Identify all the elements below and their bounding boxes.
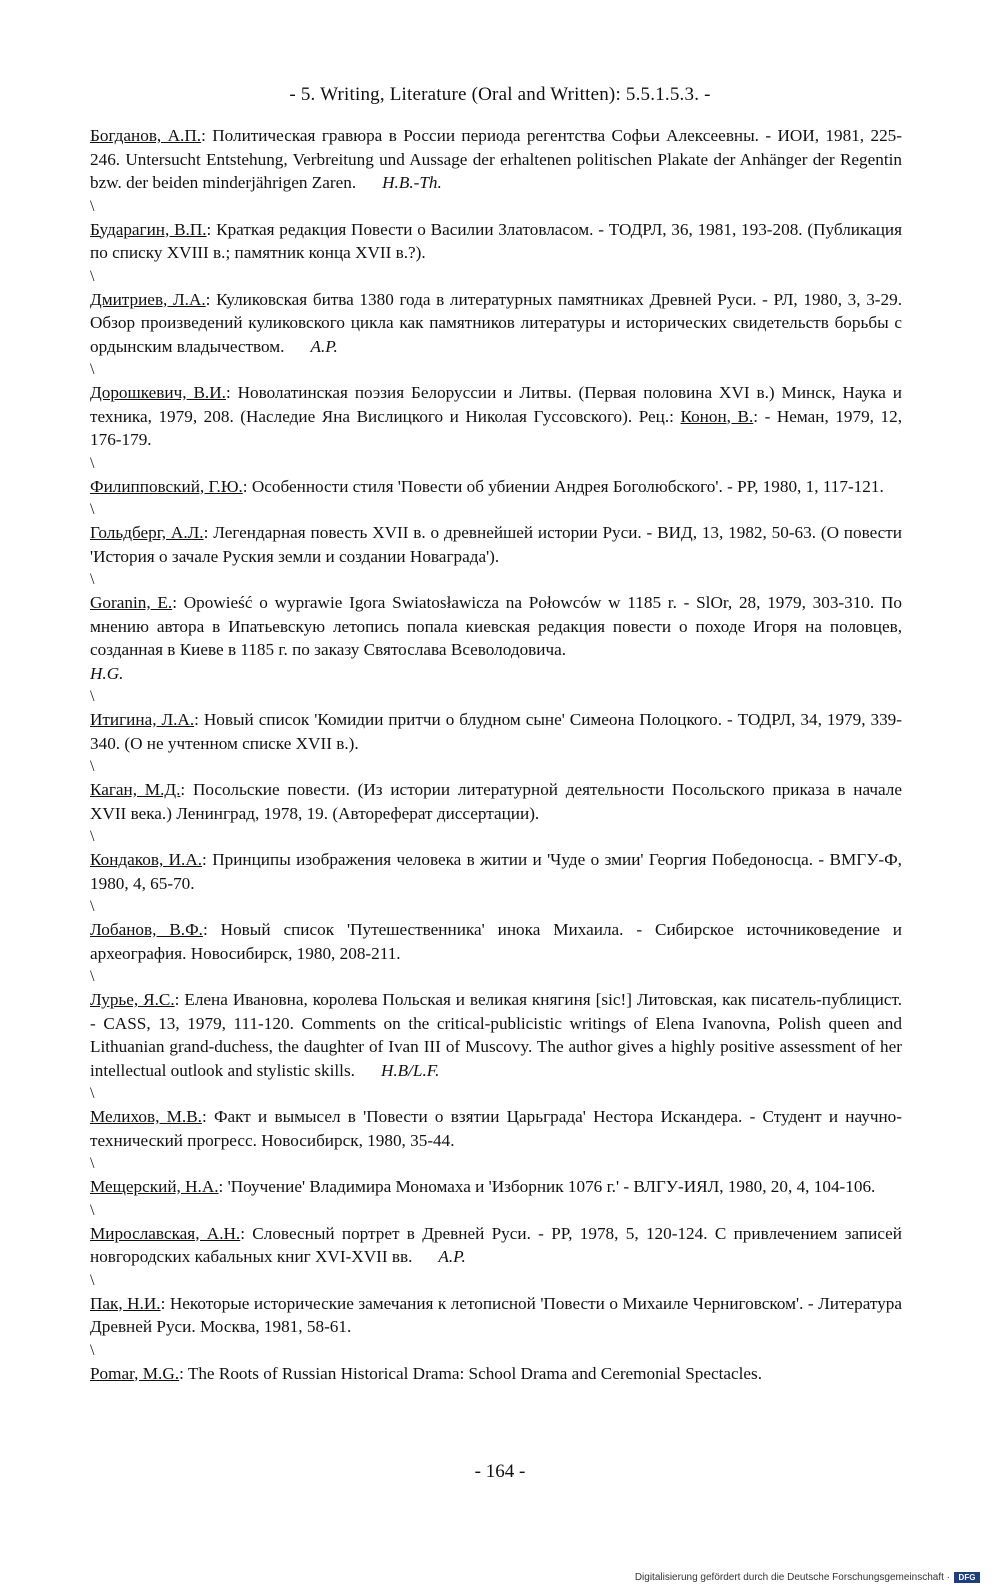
entry-separator: \ <box>90 688 95 705</box>
entry-author: Итигина, Л.А. <box>90 710 195 729</box>
bibliography-entry <box>90 848 902 895</box>
bibliography-entry <box>90 124 902 195</box>
running-header: - 5. Writing, Literature (Oral and Written): 5.5.1.5.3. - <box>289 84 711 105</box>
entry-text: : Посольские повести. (Из истории литературной деятельности Посольского приказа в начале XVII века.) Ленинград, 1978, 19. (Автореферат диссертации). <box>90 780 903 823</box>
entry-initials: H.G. <box>90 663 124 683</box>
entry-separator: \ <box>90 267 95 285</box>
entry-text: : Особенности стиля 'Повести об убиении Андрея Боголюбского'. - РР, 1980, 1, 117-121. <box>242 476 884 496</box>
bibliography-entry <box>90 918 902 965</box>
entry-separator: \ <box>90 454 95 472</box>
entry-text: : Политическая гравюра в России периода регентства Софьи Алексеевны. - ИОИ, 1981, 225-246. Untersucht Entstehung, Verbreitung und Aussage der erhaltenen politischen Plakate der Anhänger der Regentin bzw. der beiden minderjährigen Zaren. <box>90 126 902 192</box>
entry-separator: \ <box>90 197 95 215</box>
entry-author: Мещерский, Н.А. <box>90 1177 219 1196</box>
entry-author: Лобанов, В.Ф. <box>90 920 203 939</box>
entry-text: : Елена Ивановна, королева Польская и великая княгиня [sic!] Литовская, как писатель-публицист. - CASS, 13, 1979, 111-120. Comments on the critical-publicistic writings of Elena Ivanovna, Polish queen and Lithuanian grand-duchess, the daughter of Ivan III of Muscovy. The author gives a highly positive assessment of her intellectual outlook and stylistic skills. <box>90 990 902 1080</box>
entry-author: Мирославская, А.Н. <box>90 1223 241 1243</box>
entry-author: Pomar, M.G. <box>90 1363 180 1383</box>
entry-text: : Факт и вымысел в 'Повести о взятии Царьграда' Нестора Искандера. - Студент и научно-технический прогресс. Новосибирск, 1980, 35-44. <box>90 1107 902 1150</box>
bibliography-entry <box>90 591 902 685</box>
entry-author: Мелихов, М.В. <box>90 1107 202 1126</box>
entry-initials: H.B.-Th. <box>382 173 442 192</box>
bibliography-entry <box>90 288 902 359</box>
entry-separator: \ <box>90 361 95 378</box>
entry-text: : Новый список 'Путешественника' инока Михаила. - Сибирское источниковедение и археография. Новосибирск, 1980, 208-211. <box>90 920 902 963</box>
entry-text: : Opowieść o wyprawie Igora Swiatosławicza na Połowców w 1185 r. - SlOr, 28, 1979, 303-310. По мнению автора в Ипатьевскую летопись попала киевская редакция повести о походе Игоря на половцев, созданная в Киеве в 1185 г. по заказу Святослава Всеволодовича. <box>90 593 902 659</box>
entry-author: Лурье, Я.С. <box>90 990 175 1009</box>
entry-text: : Принципы изображения человека в житии и 'Чуде о змии' Георгия Победоносца. - ВМГУ-Ф, 1980, 4, 65-70. <box>90 850 902 893</box>
entry-initials: H.B/L.F. <box>380 1060 440 1080</box>
entry-text: : Новолатинская поэзия Белоруссии и Литвы. (Первая половина XVI в.) Минск, Наука и техника, 1979, 208. (Наследие Яна Вислицкого и Николая Гуссовского). Рец.: <box>90 383 903 426</box>
bibliography-entry <box>90 1292 902 1339</box>
bibliography-entry <box>90 1222 902 1269</box>
bibliography-entry <box>90 521 902 568</box>
entry-author: Дмитриев, Л.А. <box>90 289 206 309</box>
entry-text: : Куликовская битва 1380 года в литературных памятниках Древней Руси. - РЛ, 1980, 3, 3-29. Обзор произведений куликовского цикла как памятников литературы и исторических свидетельств борьбы с ордынским владычеством. <box>90 289 903 356</box>
dfg-logo: DFG <box>954 1572 980 1583</box>
entry-separator: \ <box>90 1341 95 1359</box>
entry-separator: \ <box>90 1271 95 1289</box>
entry-text: : Легендарная повесть XVII в. о древнейшей истории Руси. - ВИД, 13, 1982, 50-63. (О повести 'История о зачале Руския земли и создании Новаграда'). <box>90 523 903 566</box>
entry-author: Goranin, E. <box>90 593 173 612</box>
entry-reviewer: Конон, В. <box>680 406 754 426</box>
entry-text: : Новый список 'Комидии притчи о блудном сыне' Симеона Полоцкого. - ТОДРЛ, 34, 1979, 339-340. (О не учтенном списке XVII в.). <box>90 710 902 753</box>
entry-author: Богданов, А.П. <box>90 126 202 145</box>
bibliography-entry <box>90 1175 902 1199</box>
entry-text: : Краткая редакция Повести о Василии Златовласом. - ТОДРЛ, 36, 1981, 193-208. (Публикация по списку XVIII в.; памятник конца XVII в.?). <box>90 219 903 262</box>
entry-text-after: : - Неман, 1979, 12, 176-179. <box>90 406 903 449</box>
bibliography-entry <box>90 1362 902 1386</box>
entry-text: : Словесный портрет в Древней Руси. - РР, 1978, 5, 120-124. С привлечением записей новгородских кабальных книг XVI-XVII вв. <box>90 1223 902 1266</box>
entry-separator: \ <box>90 1085 95 1102</box>
entry-author: Бударагин, В.П. <box>90 219 207 239</box>
entry-separator: \ <box>90 501 95 518</box>
digitization-footer <box>635 1572 980 1583</box>
footer-note-text: Digitalisierung gefördert durch die Deutsche Forschungsgemeinschaft · <box>634 1572 950 1583</box>
bibliography-entry <box>90 778 902 825</box>
entry-separator: \ <box>90 1155 95 1172</box>
entry-separator: \ <box>90 1201 95 1219</box>
bibliography-list <box>90 124 902 1385</box>
bibliography-entry <box>90 218 902 265</box>
entry-separator: \ <box>90 828 95 845</box>
entry-author: Кондаков, И.А. <box>90 850 203 869</box>
bibliography-entry <box>90 381 902 452</box>
bibliography-entry <box>90 988 902 1082</box>
entry-author: Пак, Н.И. <box>90 1293 161 1313</box>
entry-initials: A.P. <box>438 1247 466 1266</box>
entry-author: Каган, М.Д. <box>90 780 181 799</box>
entry-author: Дорошкевич, В.И. <box>90 383 226 402</box>
bibliography-entry <box>90 1105 902 1152</box>
bibliography-entry <box>90 708 902 755</box>
entry-separator: \ <box>90 571 95 588</box>
entry-initials: A.P. <box>310 336 338 356</box>
entry-text: : 'Поучение' Владимира Мономаха и 'Изборник 1076 г.' - ВЛГУ-ИЯЛ, 1980, 20, 4, 104-106. <box>218 1177 876 1196</box>
entry-author: Филипповский, Г.Ю. <box>90 476 243 496</box>
entry-text: : The Roots of Russian Historical Drama: School Drama and Ceremonial Spectacles. <box>179 1363 763 1383</box>
bibliography-entry <box>90 475 902 499</box>
entry-author: Гольдберг, А.Л. <box>90 523 204 542</box>
entry-separator: \ <box>90 898 95 915</box>
page-number: - 164 - <box>474 1461 526 1482</box>
entry-separator: \ <box>90 968 95 985</box>
entry-text: : Некоторые исторические замечания к летописной 'Повести о Михаиле Черниговском'. - Литература Древней Руси. Москва, 1981, 58-61. <box>90 1293 902 1336</box>
entry-separator: \ <box>90 758 95 775</box>
